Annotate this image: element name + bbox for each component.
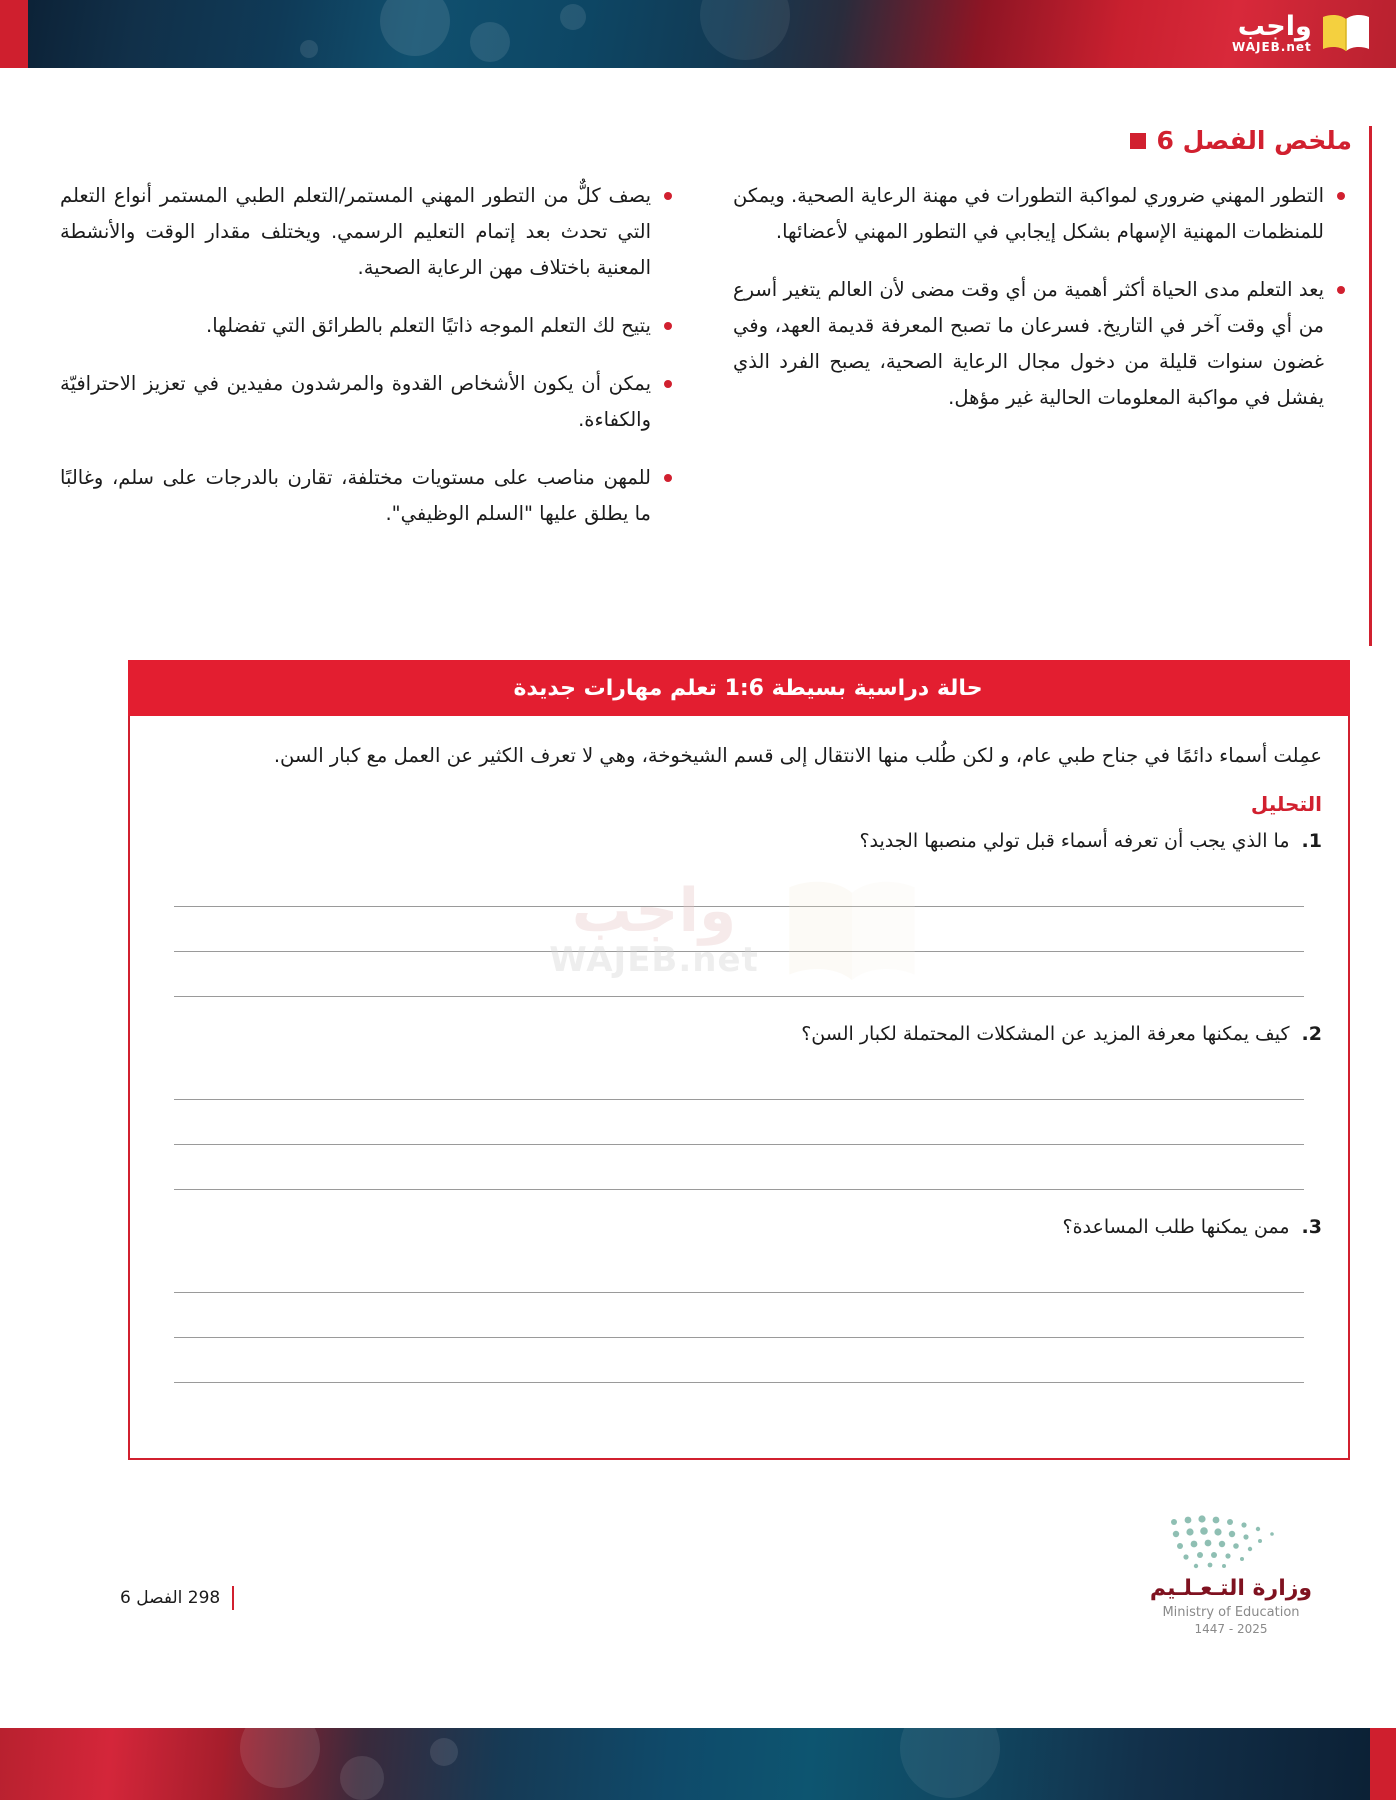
section-heading — [1130, 126, 1352, 155]
case-study-intro: عمِلت أسماء دائمًا في جناح طبي عام، و لكن طُلب منها الانتقال إلى قسم الشيخوخة، وهي لا تعرف الكثير عن العمل مع كبار السن. — [273, 744, 1322, 767]
list-item: التطور المهني ضروري لمواكبة التطورات في مهنة الرعاية الصحية. ويمكن للمنظمات المهنية الإسهام بشكل إيجابي في التطور المهني لأعضائها. — [733, 178, 1350, 250]
watermark-subtext: WAJEB.net — [549, 939, 759, 980]
question-1-number: 1. — [1301, 830, 1322, 853]
list-item: يتيح لك التعلم الموجه ذاتيًا التعلم بالطرائق التي تفضلها. — [60, 308, 677, 344]
banner-bokeh — [700, 0, 790, 60]
question-2-number: 2. — [1301, 1023, 1322, 1046]
banner-bokeh — [560, 4, 586, 30]
section-title: ملخص الفصل 6 — [1156, 126, 1352, 155]
banner-bokeh — [900, 1728, 1000, 1798]
question-3-text: ممن يمكنها طلب المساعدة؟ — [1062, 1216, 1290, 1239]
ministry-year: 2025 - 1447 — [1194, 1622, 1268, 1636]
right-vertical-rule — [1369, 126, 1372, 646]
answer-line[interactable] — [174, 952, 1304, 997]
answer-line[interactable] — [174, 1145, 1304, 1190]
wajeb-logo-text: واجب — [1237, 10, 1312, 42]
question-1-text: ما الذي يجب أن تعرفه أسماء قبل تولي منصبها الجديد؟ — [859, 830, 1290, 853]
ministry-name-arabic: وزارة التـعـلـيم — [1149, 1576, 1313, 1601]
question-3-number: 3. — [1301, 1216, 1322, 1239]
moe-dot-pattern-icon — [1166, 1514, 1296, 1570]
list-item: للمهن مناصب على مستويات مختلفة، تقارن بالدرجات على سلم، وغالبًا ما يطلق عليها "السلم الوظيفي". — [60, 460, 677, 532]
case-study-title: حالة دراسية بسيطة 1:6 تعلم مهارات جديدة — [513, 675, 983, 701]
answer-line[interactable] — [174, 1055, 1304, 1100]
answer-lines-1[interactable] — [156, 862, 1322, 997]
page-content — [0, 68, 1396, 1728]
wajeb-logo-subtext: WAJEB.net — [1232, 39, 1312, 54]
question-1 — [156, 830, 1322, 852]
banner-bokeh — [240, 1728, 320, 1788]
summary-list-left — [60, 178, 677, 533]
page-number-text: 298 الفصل 6 — [120, 1588, 221, 1608]
answer-lines-3[interactable] — [156, 1248, 1322, 1383]
case-study-box — [128, 660, 1350, 1460]
page-number-block — [120, 1586, 234, 1610]
answer-line[interactable] — [174, 1293, 1304, 1338]
banner-bokeh — [300, 40, 318, 58]
banner-bokeh — [380, 0, 450, 56]
ministry-of-education-logo — [1126, 1514, 1336, 1636]
wajeb-logo — [1232, 2, 1382, 64]
banner-red-stripe — [1370, 1728, 1396, 1800]
banner-bokeh — [340, 1756, 384, 1800]
list-item: يعد التعلم مدى الحياة أكثر أهمية من أي وقت مضى لأن العالم يتغير أسرع من أي وقت آخر في التاريخ. فسرعان ما تصبح المعرفة قديمة العهد، وفي غضون سنوات قليلة من دخول مجال الرعاية الصحية، يصبح الفرد الذي يفشل في مواكبة المعلومات الحالية غير مؤهل. — [733, 272, 1350, 416]
answer-line[interactable] — [174, 1248, 1304, 1293]
ministry-name-english: Ministry of Education — [1162, 1605, 1300, 1620]
watermark-text: واجب — [571, 875, 737, 946]
list-item: يمكن أن يكون الأشخاص القدوة والمرشدون مفيدين في تعزيز الاحترافيّة والكفاءة. — [60, 366, 677, 438]
case-study-header — [128, 660, 1350, 716]
heading-square-marker — [1130, 133, 1146, 149]
banner-red-stripe — [0, 0, 28, 68]
question-2-text: كيف يمكنها معرفة المزيد عن المشكلات المحتملة لكبار السن؟ — [801, 1023, 1290, 1046]
answer-line[interactable] — [174, 1338, 1304, 1383]
question-3 — [156, 1216, 1322, 1238]
answer-line[interactable] — [174, 862, 1304, 907]
banner-bokeh — [430, 1738, 458, 1766]
question-2 — [156, 1023, 1322, 1045]
list-item: يصف كلٌّ من التطور المهني المستمر/التعلم الطبي المستمر أنواع التعلم التي تحدث بعد إتمام التعليم الرسمي. ويختلف مقدار الوقت والأنشطة المعنية باختلاف مهن الرعاية الصحية. — [60, 178, 677, 286]
analysis-label: التحليل — [1250, 792, 1322, 817]
open-book-icon — [1320, 11, 1372, 55]
page-number-rule — [232, 1586, 234, 1610]
answer-lines-2[interactable] — [156, 1055, 1322, 1190]
banner-bokeh — [470, 22, 510, 62]
case-study-content — [130, 716, 1348, 1383]
answer-line[interactable] — [174, 907, 1304, 952]
top-decorative-banner — [0, 0, 1396, 68]
summary-column-left — [60, 178, 677, 555]
answer-line[interactable] — [174, 1100, 1304, 1145]
bottom-decorative-banner — [0, 1728, 1396, 1800]
summary-column-right — [733, 178, 1350, 555]
summary-list-right — [733, 178, 1350, 416]
summary-columns — [60, 178, 1350, 555]
